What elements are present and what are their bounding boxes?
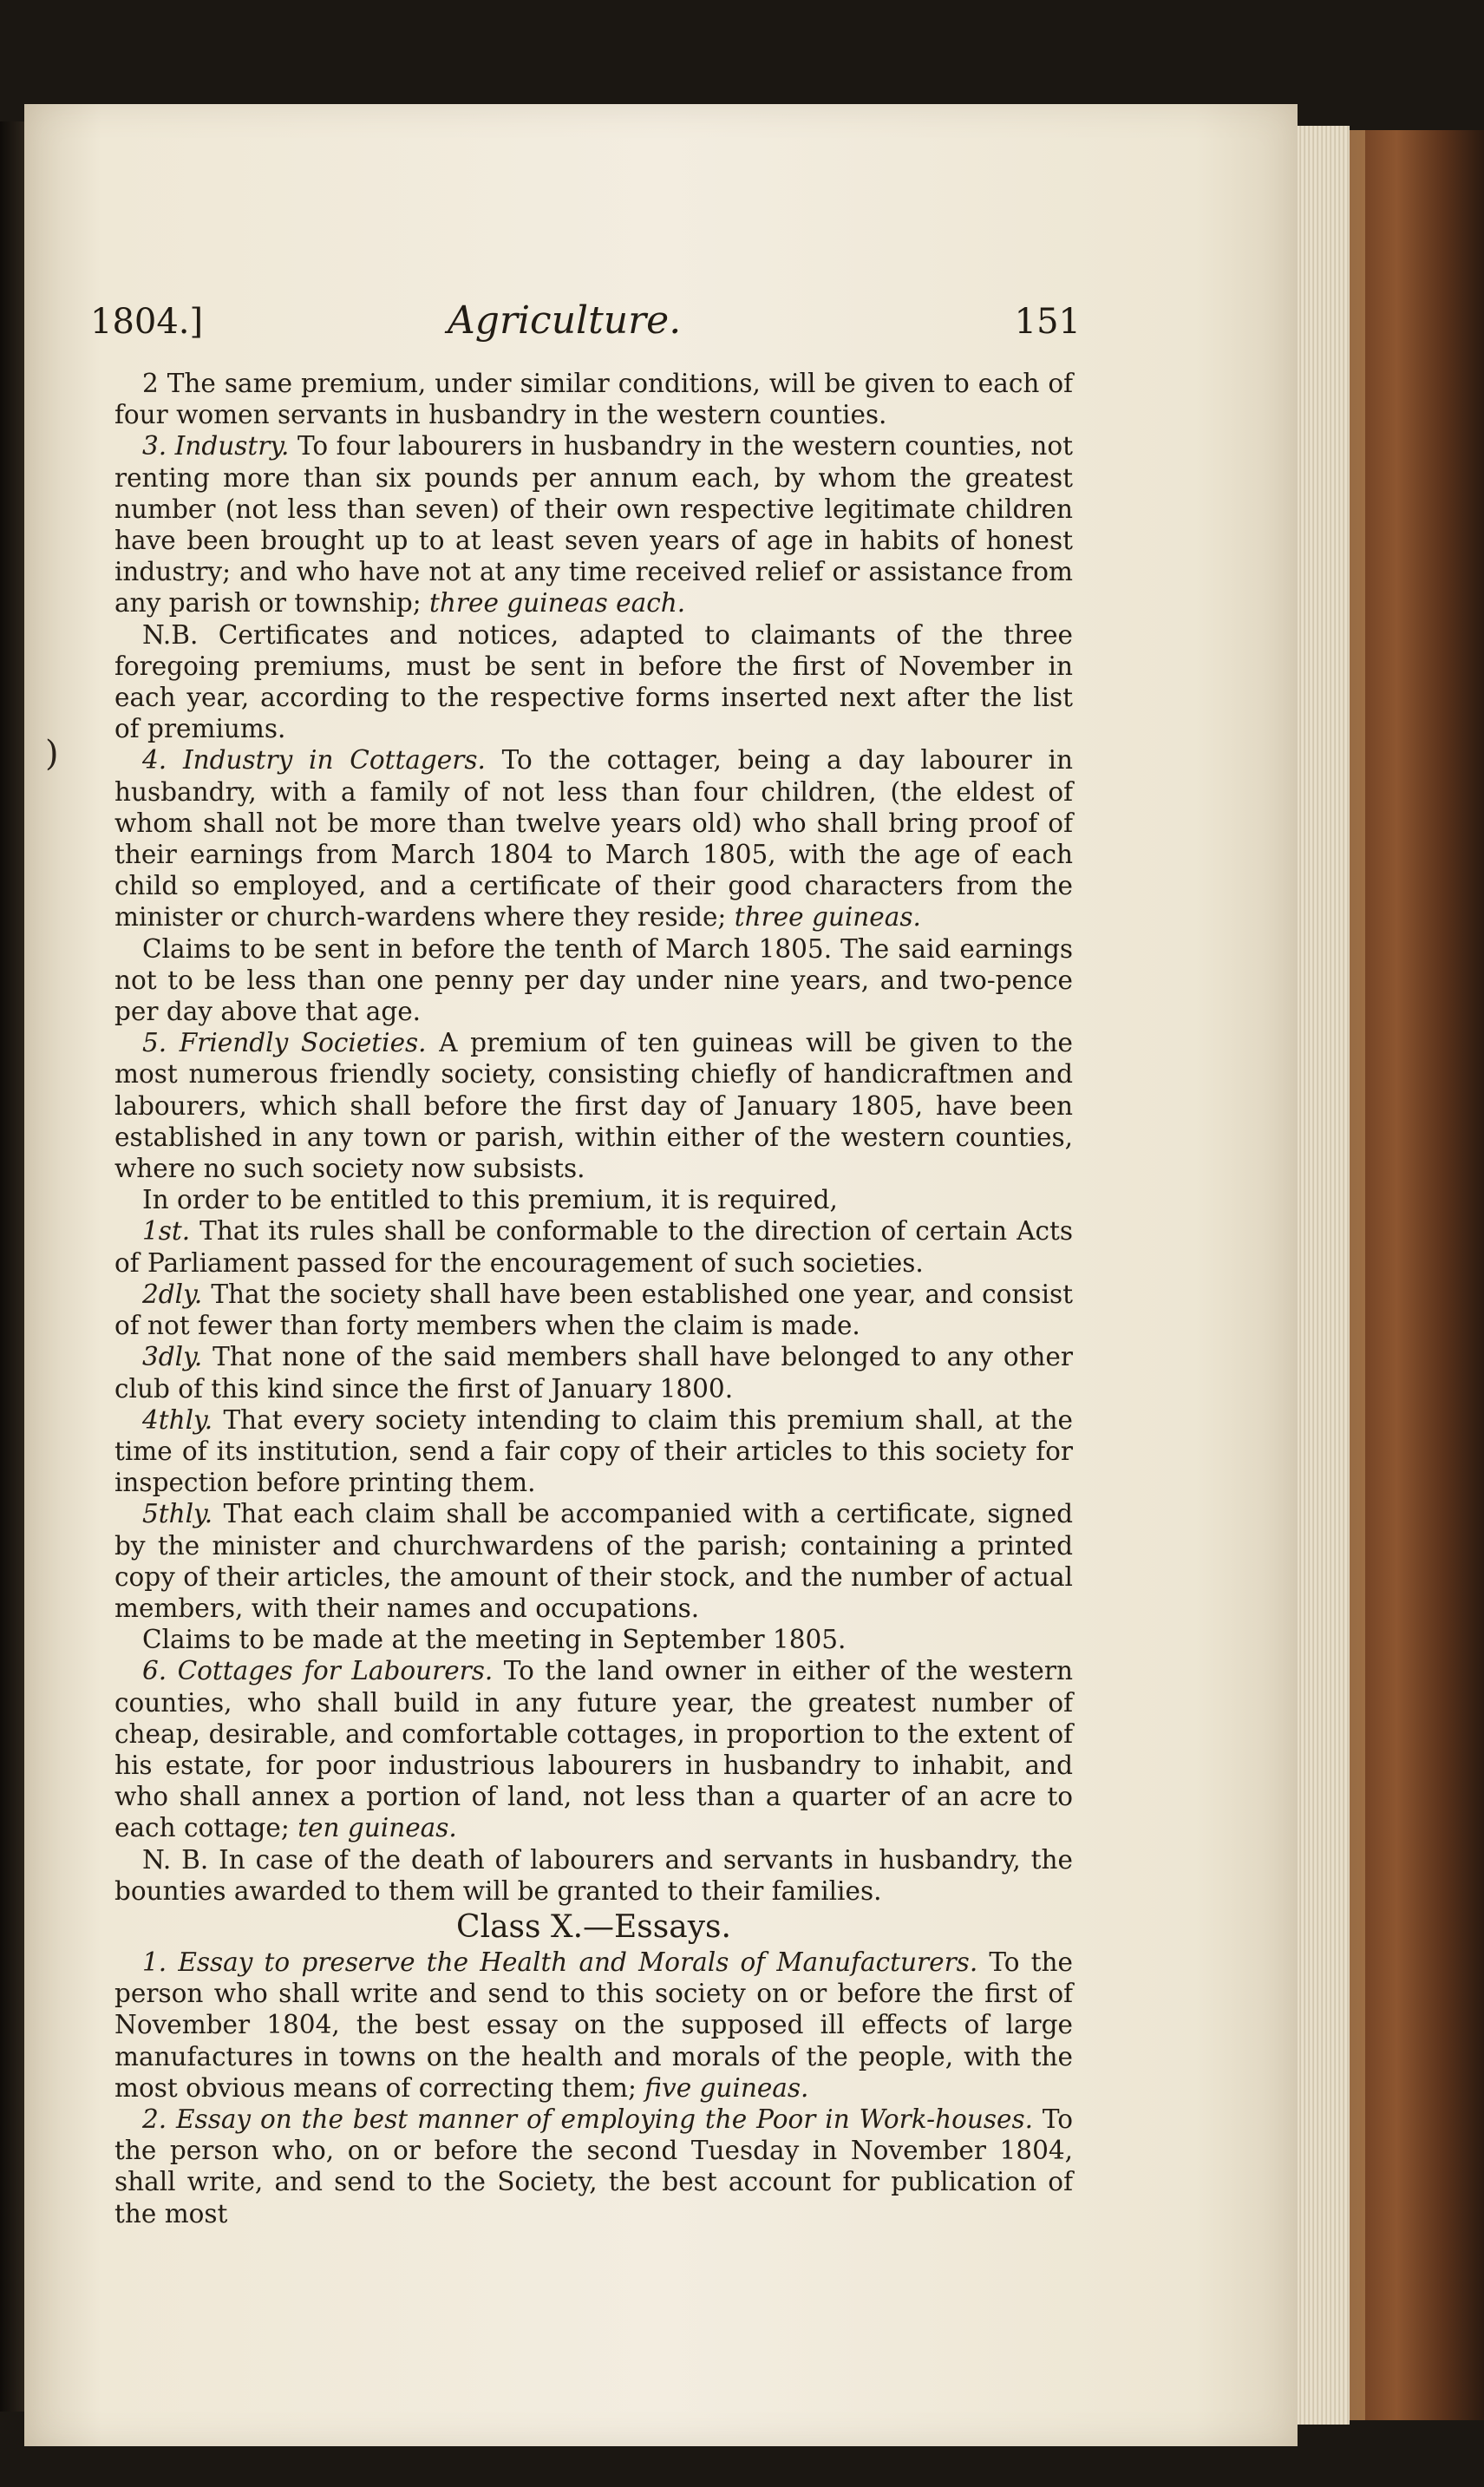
paragraph: 4. Industry in Cottagers. To the cottager, being a day labourer in husbandry, with a family of not less than four children, (the eldest of whom shall not be more than twelve years old) who shall bring proof of their earnings from March 1804 to March 1805, with the age of each child so employed, and a certificate of their good characters from the minister or church-wardens where they reside; three guineas.	[114, 745, 1073, 933]
paragraph: 6. Cottages for Labourers. To the land owner in either of the western counties, who shall build in any future year, the greatest number of cheap, desirable, and comfortable cottages, in proportion to the extent of his estate, for poor industrious labourers in husbandry to inhabit, and who shall annex a portion of land, not less than a quarter of an acre to each cottage; ten guineas.	[114, 1656, 1073, 1843]
book-cover	[1350, 130, 1484, 2420]
paragraph: 5. Friendly Societies. A premium of ten guineas will be given to the most numerous friendly society, consisting chiefly of handicraftmen and labourers, which shall before the first day of January 1805, have been established in any town or parish, within either of the western counties, where no such society now subsists.	[114, 1028, 1073, 1184]
page-stack-edges	[1298, 126, 1350, 2425]
paragraph: 2. Essay on the best manner of employing the Poor in Work-houses. To the person who, on or before the second Tuesday in November 1804, shall write, and send to the Society, the best account for publication of the most	[114, 2104, 1073, 2228]
left-page-edge	[0, 121, 24, 2412]
paragraph: 4thly. That every society intending to claim this premium shall, at the time of its institution, send a fair copy of their articles to this society for inspection before printing them.	[114, 1404, 1073, 1498]
paragraph: 5thly. That each claim shall be accompanied with a certificate, signed by the minister and churchwardens of the parish; containing a printed copy of their articles, the amount of their stock, and the number of actual members, with their names and occupations.	[114, 1499, 1073, 1623]
paragraph: Claims to be sent in before the tenth of March 1805. The said earnings not to be less than one penny per day under nine years, and two-pence per day above that age.	[114, 933, 1073, 1027]
paragraph: 3dly. That none of the said members shall have belonged to any other club of this kind since the first of January 1800.	[114, 1342, 1073, 1404]
body-text	[114, 368, 1073, 2229]
paragraph: Claims to be made at the meeting in September 1805.	[142, 1625, 847, 1655]
class-heading: Class X.—Essays.	[456, 1908, 731, 1945]
paragraph: In order to be entitled to this premium, it is required,	[142, 1185, 838, 1215]
margin-mark: )	[45, 734, 59, 774]
paragraph: 2dly. That the society shall have been established one year, and consist of not fewer than forty members when the claim is made.	[114, 1279, 1073, 1341]
paragraph: 1st. That its rules shall be conformable to the direction of certain Acts of Parliament passed for the encouragement of such societies.	[114, 1216, 1073, 1278]
header-title: Agriculture.	[448, 298, 682, 343]
running-header	[83, 298, 1081, 350]
paragraph: 1. Essay to preserve the Health and Morals of Manufacturers. To the person who shall write and send to this society on or before the first of November 1804, the best essay on the supposed ill effects of large manufactures in towns on the health and morals of the people, with the most obvious means of correcting them; five guineas.	[114, 1947, 1073, 2103]
paragraph: N.B. Certificates and notices, adapted to claimants of the three foregoing premiums, must be sent in before the first of November in each year, according to the respective forms inserted next after the list of premiums.	[114, 619, 1073, 744]
page-number: 151	[1014, 302, 1081, 342]
header-year: 1804.]	[90, 302, 204, 342]
paragraph: 2 The same premium, under similar conditions, will be given to each of four women servants in husbandry in the western counties.	[114, 369, 1073, 430]
paragraph: 3. Industry. To four labourers in husbandry in the western counties, not renting more than six pounds per annum each, by whom the greatest number (not less than seven) of their own respective legitimate children have been brought up to at least seven years of age in habits of honest industry; and who have not at any time received relief or assistance from any parish or township; three guineas each.	[114, 431, 1073, 618]
cover-inner-edge	[1350, 130, 1365, 2420]
paragraph: N. B. In case of the death of labourers and servants in husbandry, the bounties awarded to them will be granted to their families.	[114, 1844, 1073, 1906]
